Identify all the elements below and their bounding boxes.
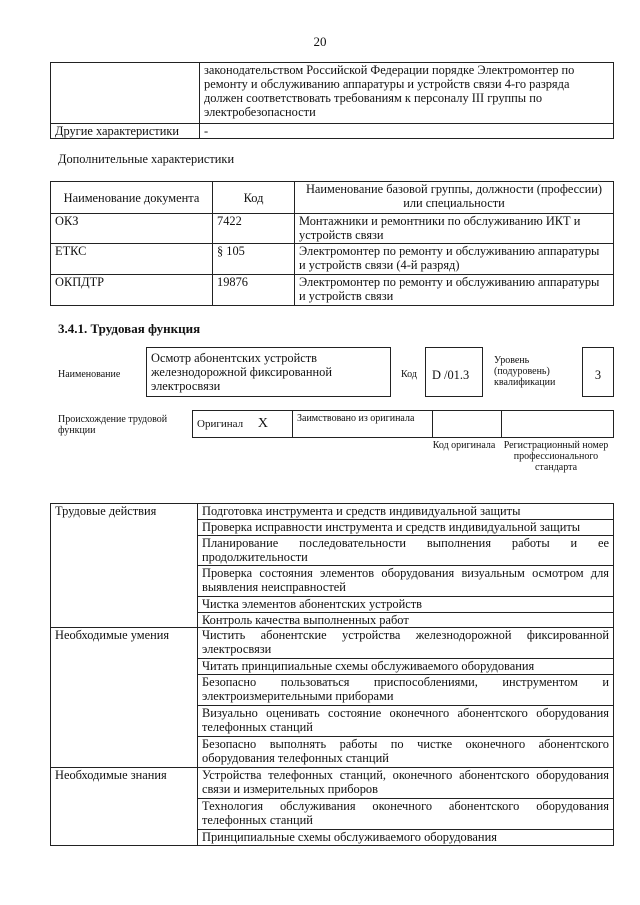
origin-label: Происхождение трудовой функции <box>58 414 168 436</box>
original-label: Оригинал <box>197 418 244 430</box>
list-item: Устройства телефонных станций, оконечного абонентского оборудования связи и измерительных приборов <box>198 768 614 799</box>
other-characteristics-label: Другие характеристики <box>51 124 200 139</box>
additional-title: Дополнительные характеристики <box>58 152 235 166</box>
additional-table <box>50 181 614 306</box>
list-item: Чистить абонентские устройства железнодорожной фиксированной электросвязи <box>198 628 614 659</box>
list-item: Безопасно пользоваться приспособлениями, инструментом и электроизмерительными приборами <box>198 675 614 706</box>
page-number: 20 <box>313 34 327 49</box>
level-label: Уровень (подуровень) квалификации <box>494 355 556 388</box>
table-row: ОКЗ 7422 Монтажники и ремонтники по обслуживанию ИКТ и устройств связи <box>51 214 614 244</box>
header-code: Код <box>213 182 295 214</box>
list-item: Проверка состояния элементов оборудования визуальным осмотром для выявления неисправностей <box>198 566 614 597</box>
level-value: 3 <box>582 347 614 397</box>
list-item: Технология обслуживания оконечного абонентского оборудования телефонных станций <box>198 799 614 830</box>
borrowed-label: Заимствовано из оригинала <box>293 411 433 438</box>
list-item: Визуально оценивать состояние оконечного абонентского оборудования телефонных станций <box>198 706 614 737</box>
list-item: Безопасно выполнять работы по чистке оконечного абонентского оборудования телефонных станций <box>198 737 614 768</box>
reg-number-label: Регистрационный номер профессионального стандарта <box>503 440 609 473</box>
original-mark: X <box>257 416 268 431</box>
list-item: Принципиальные схемы обслуживаемого оборудования <box>198 830 614 846</box>
function-heading: 3.4.1. Трудовая функция <box>58 321 201 336</box>
knowledge-label: Необходимые знания <box>51 768 198 846</box>
top-table <box>50 62 614 139</box>
list-item: Подготовка инструмента и средств индивидуальной защиты <box>198 504 614 520</box>
actions-label: Трудовые действия <box>51 504 198 628</box>
top-table-text: законодательством Российской Федерации порядке Электромонтер по ремонту и обслуживанию аппаратуры и устройств связи 4-го разряда должен соответствовать требованиям к персоналу III группы по электробезопасности <box>200 63 614 124</box>
table-row: ЕТКС § 105 Электромонтер по ремонту и обслуживанию аппаратуры и устройств связи (4-й разряд) <box>51 244 614 275</box>
code-label: Код <box>401 369 417 380</box>
function-code: D /01.3 <box>425 347 483 397</box>
code-original-label: Код оригинала <box>432 440 496 451</box>
list-item: Планирование последовательности выполнения работы и ее продолжительности <box>198 536 614 566</box>
list-item: Контроль качества выполненных работ <box>198 613 614 628</box>
name-label: Наименование <box>58 369 121 380</box>
function-name: Осмотр абонентских устройств железнодорожной фиксированной электросвязи <box>146 347 391 397</box>
list-item: Проверка исправности инструмента и средств индивидуальной защиты <box>198 520 614 536</box>
skills-label: Необходимые умения <box>51 628 198 768</box>
details-table <box>50 503 614 846</box>
header-name: Наименование базовой группы, должности (профессии) или специальности <box>295 182 614 214</box>
other-characteristics-value: - <box>200 124 614 139</box>
header-document: Наименование документа <box>51 182 213 214</box>
origin-table <box>192 410 614 438</box>
table-row: ОКПДТР 19876 Электромонтер по ремонту и обслуживанию аппаратуры и устройств связи <box>51 275 614 306</box>
list-item: Читать принципиальные схемы обслуживаемого оборудования <box>198 659 614 675</box>
list-item: Чистка элементов абонентских устройств <box>198 597 614 613</box>
